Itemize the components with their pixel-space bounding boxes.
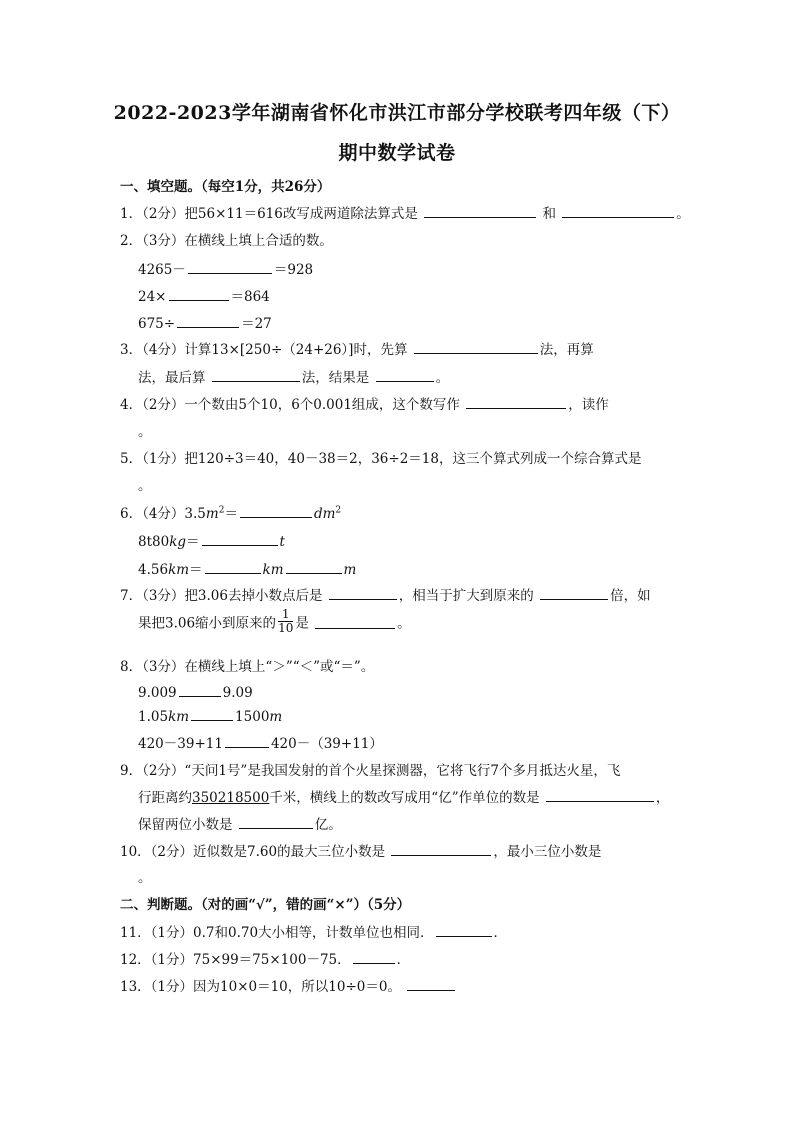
q2-line-2: 24× ＝864: [138, 285, 270, 305]
q7-blank-3[interactable]: [315, 614, 395, 629]
question-3-cont: 法，最后算 法，结果是 。: [138, 366, 449, 386]
q8-blank-1[interactable]: [179, 682, 221, 697]
q2-blank-2[interactable]: [169, 286, 229, 301]
q6-blank-3[interactable]: [205, 559, 261, 574]
question-10: 10．（2分）近似数是7.60的最大三位小数是 ，最小三位小数是: [120, 840, 601, 860]
fraction-one-tenth: $\frac{1}{10}$: [278, 607, 294, 635]
exam-title-line1: 2022-2023学年湖南省怀化市洪江市部分学校联考四年级（下）: [113, 102, 681, 124]
q4-blank-1[interactable]: [466, 394, 566, 409]
q3-blank-1[interactable]: [414, 339, 538, 354]
question-1: [120, 202, 690, 222]
question-6: 6．（4分）$3.5m^2= dm^2$: [120, 502, 341, 522]
question-12: 12．（1分）75×99＝75×100－75． ．: [120, 948, 410, 968]
q6-line-3: 4.56km＝ km m: [138, 558, 356, 578]
q10-blank-1[interactable]: [391, 841, 491, 856]
q13-blank[interactable]: [407, 976, 455, 991]
q9-underlined-number: 350218500: [192, 790, 270, 806]
q7-blank-1[interactable]: [329, 585, 397, 600]
question-5: 5．（1分）把120÷3＝40，40－38＝2，36÷2＝18，这三个算式列成一个综合算式是: [120, 451, 642, 467]
q12-blank[interactable]: [353, 949, 395, 964]
q11-blank[interactable]: [436, 922, 492, 937]
question-9: 9．（2分）“天问1号”是我国发射的首个火星探测器，它将飞行7个多月抵达火星，飞: [120, 763, 621, 779]
q1-blank-2[interactable]: [562, 203, 674, 218]
question-7-cont: 果把3.06缩小到原来的 $\frac{1}{10}$ 是 。: [138, 607, 411, 635]
q2-line-3: 675÷ ＝27: [138, 312, 272, 332]
q3-blank-2[interactable]: [212, 367, 300, 382]
question-2: 2．（3分）在横线上填上合适的数。: [120, 233, 333, 249]
q2-line-1: 4265－ ＝928: [138, 258, 313, 278]
q2-blank-3[interactable]: [177, 313, 239, 328]
q6-blank-1[interactable]: [240, 503, 312, 518]
q6-blank-2[interactable]: [202, 531, 278, 546]
question-3: 3．（4分）计算13×[250÷（24+26）]时，先算 法，再算: [120, 338, 594, 358]
question-7: 7．（3分）把3.06去掉小数点后是 ，相当于扩大到原来的 倍，如: [120, 584, 651, 604]
q3-blank-3[interactable]: [376, 367, 434, 382]
q2-blank-1[interactable]: [188, 259, 272, 274]
q9-blank-2[interactable]: [239, 814, 313, 829]
q8-line-3: 420－39+11 420－（39+11）: [138, 732, 383, 752]
q8-line-1: 9.009 9.09: [138, 682, 253, 701]
question-10-cont: 。: [138, 870, 152, 886]
q6-line-2: 8t80kg＝ t: [138, 530, 285, 550]
q8-blank-3[interactable]: [225, 733, 269, 748]
question-4-cont: 。: [138, 424, 152, 440]
question-13: 13．（1分）因为10×0＝10，所以10÷0＝0。: [120, 975, 457, 995]
section-heading-true-false: 二、判断题。（对的画“√”，错的画“×”）（5分）: [120, 897, 411, 913]
question-9-cont: 行距离约350218500千米，横线上的数改写成用“亿”作单位的数是 ，: [138, 786, 669, 806]
question-11: 11．（1分）0.7和0.70大小相等，计数单位也相同． ．: [120, 921, 507, 941]
q7-blank-2[interactable]: [540, 585, 608, 600]
q6-blank-4[interactable]: [286, 559, 342, 574]
q1-end: 。: [676, 206, 690, 222]
section-heading-fill-blank: 一、填空题。（每空1分，共26分）: [120, 179, 331, 195]
q1-and: 和: [542, 206, 556, 222]
exam-title-line2: 期中数学试卷: [338, 142, 456, 164]
question-5-cont: 。: [138, 478, 152, 494]
q1-blank-1[interactable]: [424, 203, 536, 218]
q8-line-2: 1.05km 1500m: [138, 706, 282, 725]
q8-blank-2[interactable]: [191, 706, 233, 721]
question-8: 8．（3分）在横线上填上“＞”“＜”或“＝”。: [120, 659, 375, 675]
q1-text: 1．（2分）把56×11＝616改写成两道除法算式是: [120, 206, 418, 222]
question-9-cont2: 保留两位小数是 亿。: [138, 813, 342, 833]
q9-blank-1[interactable]: [546, 787, 654, 802]
question-4: 4．（2分）一个数由5个10，6个0.001组成，这个数写作 ，读作: [120, 393, 609, 413]
